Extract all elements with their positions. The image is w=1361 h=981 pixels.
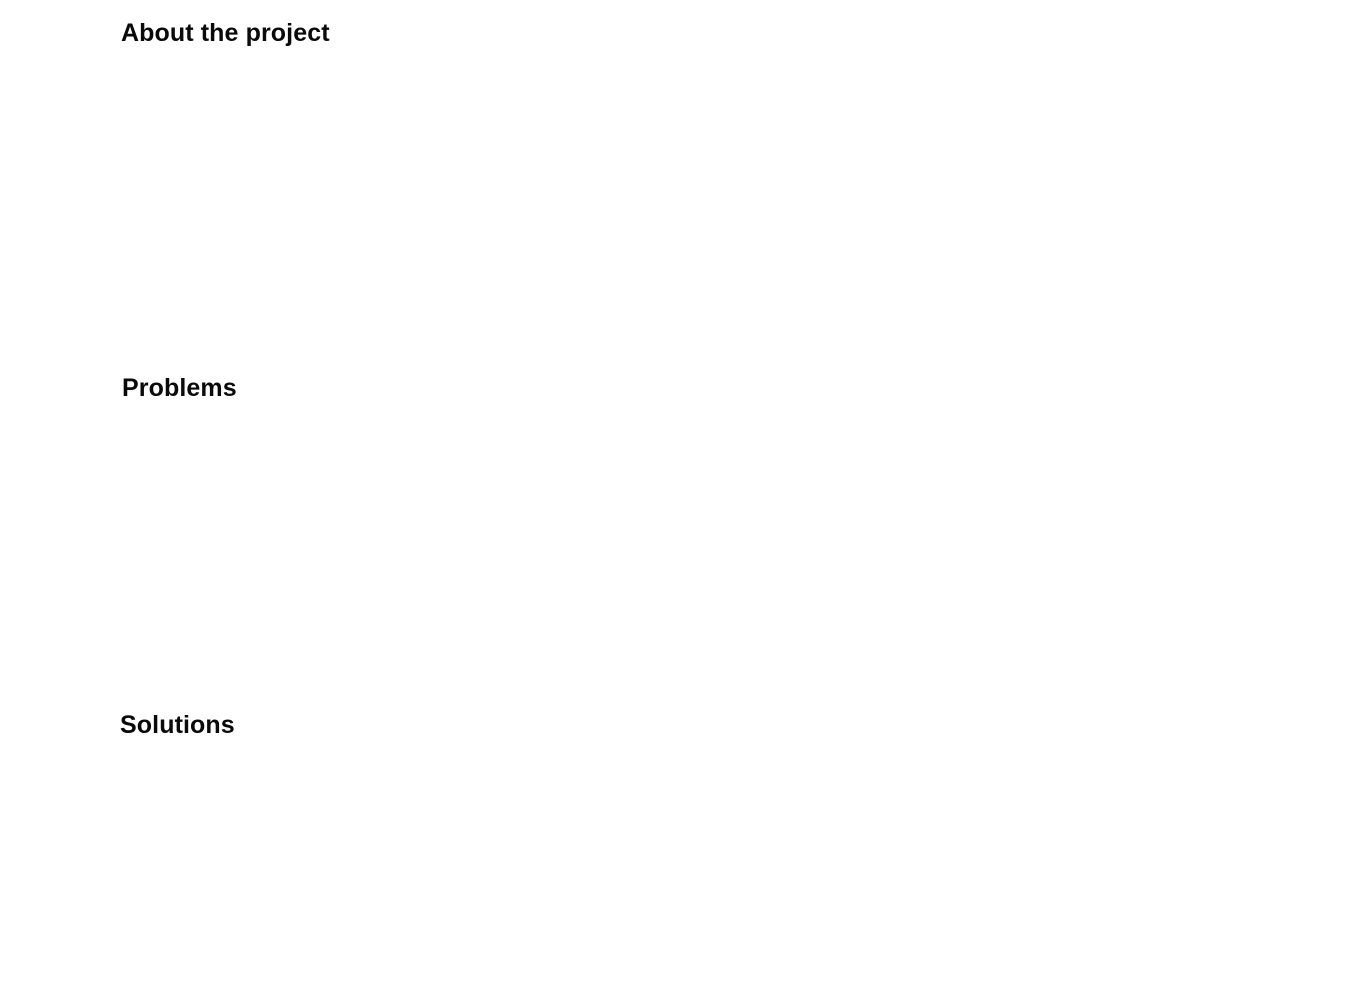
problems-section [0,355,1361,695]
about-heading: About the project [121,19,330,47]
about-section [0,0,1361,355]
solutions-section [0,695,1361,981]
problems-heading: Problems [122,374,237,402]
solutions-heading: Solutions [120,711,235,739]
